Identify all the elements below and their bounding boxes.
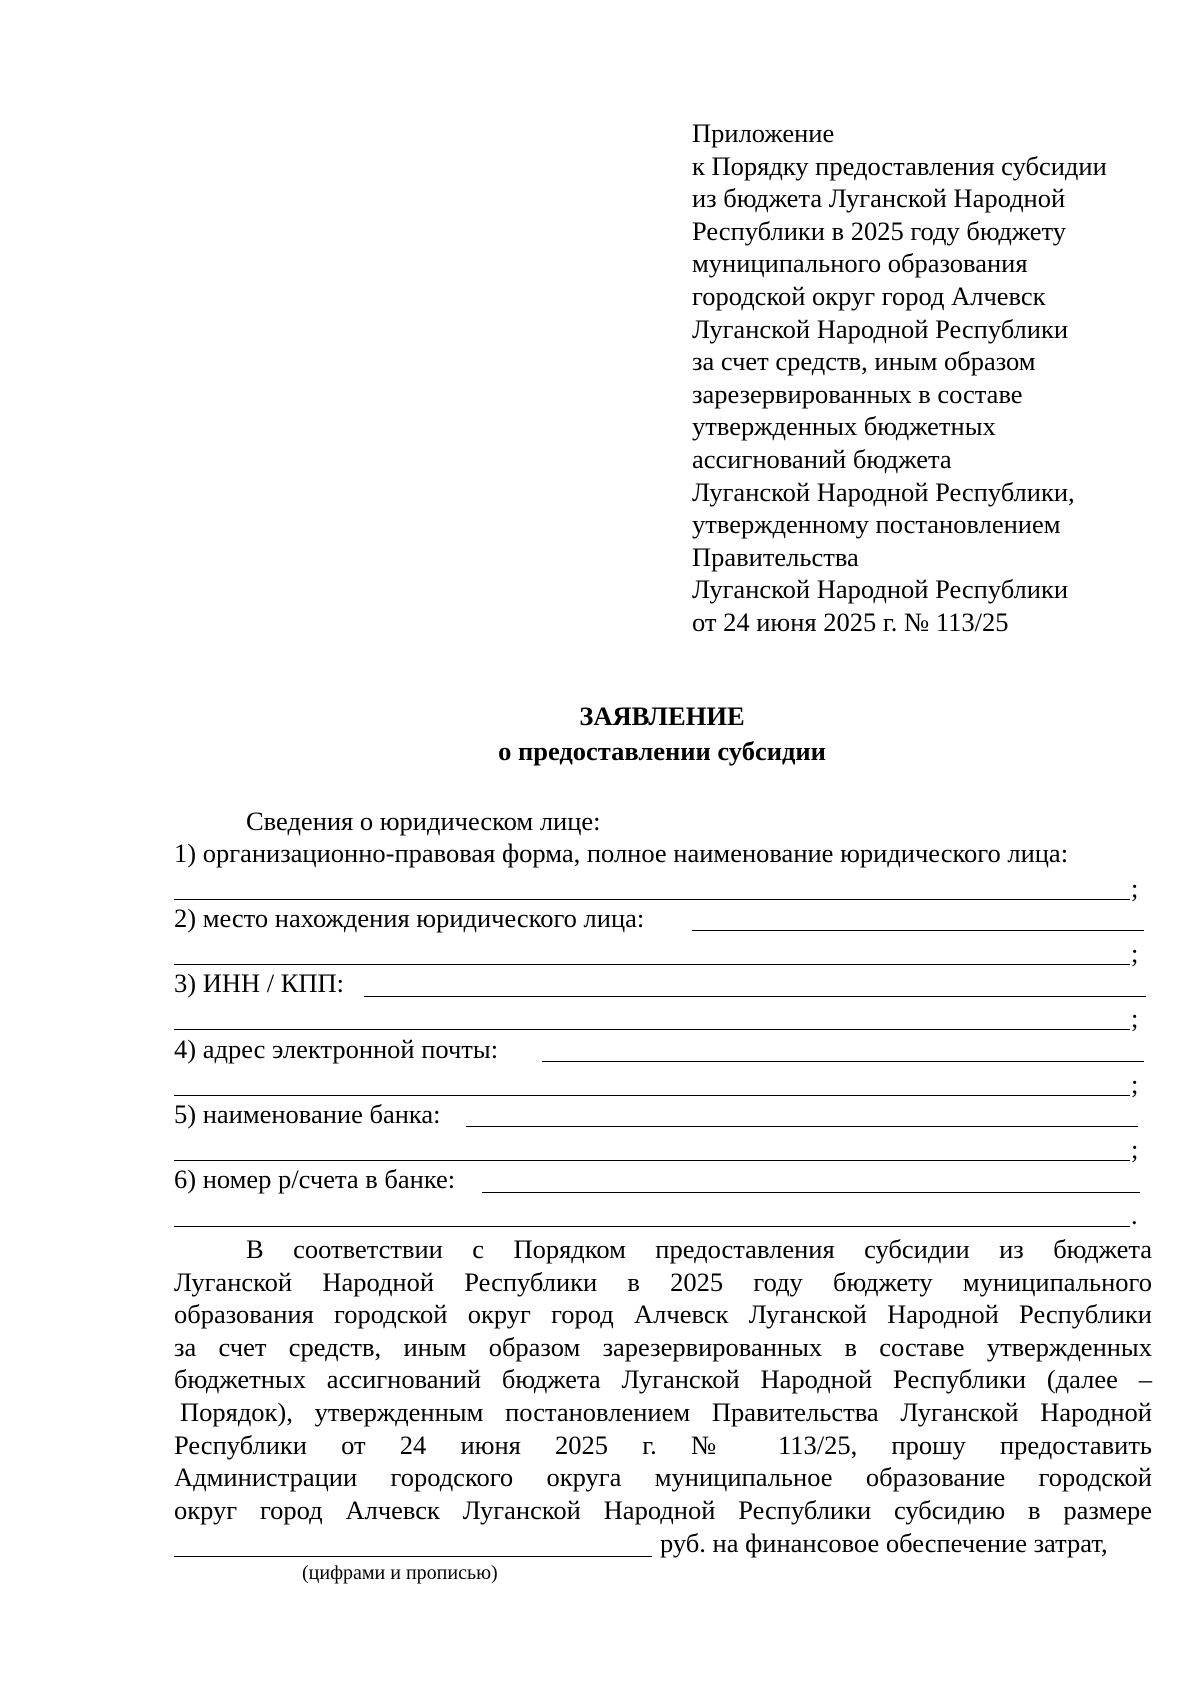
- semicolon: ;: [1131, 938, 1139, 968]
- appendix-line: зарезервированных в составе: [692, 378, 1023, 409]
- appendix-line: Луганской Народной Республики,: [692, 476, 1075, 507]
- form-item-legal-name-label: 1) организационно-правовая форма, полное наименование юридического лица:: [174, 838, 1069, 868]
- appendix-header: [692, 117, 1152, 639]
- appendix-line: Луганской Народной Республики: [692, 313, 1069, 344]
- appendix-line: Приложение: [692, 118, 835, 148]
- semicolon: ;: [1131, 1003, 1139, 1033]
- paragraph-line: В соответствии с Порядком предоставления субсидии из бюджета: [246, 1234, 1152, 1264]
- subsidy-amount-field[interactable]: [174, 1556, 652, 1557]
- form-item-account-number-label: 6) номер р/счета в банке:: [174, 1164, 456, 1194]
- form-item-inn-kpp-label: 3) ИНН / КПП:: [174, 968, 345, 998]
- paragraph-line: Порядок), утвержденным постановлением Правительства Луганской Народной: [180, 1396, 1152, 1427]
- inn-kpp-field-line1[interactable]: [364, 996, 1146, 997]
- paragraph-line: Администрации городского округа муниципальное образование городской: [174, 1462, 1152, 1493]
- semicolon: ;: [1131, 873, 1139, 903]
- appendix-line: утвержденных бюджетных: [692, 411, 996, 442]
- amount-suffix: руб. на финансовое обеспечение затрат,: [660, 1528, 1108, 1558]
- request-paragraph: [174, 1233, 1152, 1526]
- paragraph-line: Республики от 24 июня 2025 г. № 113/25, прошу предоставить: [174, 1429, 1152, 1460]
- paragraph-line: за счет средств, иным образом зарезервированных в составе утвержденных: [174, 1331, 1152, 1362]
- appendix-line: за счет средств, иным образом: [692, 346, 1036, 377]
- account-number-field-line1[interactable]: [482, 1192, 1140, 1193]
- bank-name-field-line1[interactable]: [466, 1126, 1138, 1127]
- appendix-line: ассигнований бюджета: [692, 443, 952, 474]
- location-field-line2[interactable]: [174, 964, 1130, 965]
- paragraph-line: Луганской Народной Республики в 2025 году бюджету муниципального: [174, 1266, 1152, 1297]
- appendix-line: городской округ город Алчевск: [692, 280, 1046, 311]
- location-field-line1[interactable]: [692, 930, 1144, 931]
- period: .: [1131, 1200, 1138, 1230]
- document-title: ЗАЯВЛЕНИЕ: [579, 701, 745, 731]
- paragraph-line: бюджетных ассигнований бюджета Луганской Народной Республики (далее –: [174, 1364, 1152, 1395]
- inn-kpp-field-line2[interactable]: [174, 1029, 1130, 1030]
- appendix-line: из бюджета Луганской Народной: [692, 183, 1066, 214]
- semicolon: ;: [1131, 1134, 1139, 1164]
- form-item-email-label: 4) адрес электронной почты:: [174, 1034, 499, 1064]
- document-subtitle: о предоставлении субсидии: [498, 736, 826, 766]
- appendix-line: к Порядку предоставления субсидии: [692, 150, 1107, 181]
- form-intro: Сведения о юридическом лице:: [246, 806, 601, 836]
- bank-name-field-line2[interactable]: [174, 1160, 1130, 1161]
- amount-caption: (цифрами и прописью): [302, 1562, 498, 1584]
- appendix-line: утвержденному постановлением: [692, 509, 1061, 540]
- paragraph-line: образования городской округ город Алчевск Луганской Народной Республики: [174, 1299, 1152, 1330]
- appendix-line: Республики в 2025 году бюджету: [692, 215, 1067, 246]
- appendix-line: от 24 июня 2025 г. № 113/25: [692, 606, 1009, 637]
- legal-name-field[interactable]: [174, 899, 1130, 900]
- form-item-bank-name-label: 5) наименование банка:: [174, 1099, 441, 1129]
- appendix-line: муниципального образования: [692, 248, 1028, 279]
- email-field-line2[interactable]: [174, 1095, 1130, 1096]
- appendix-line: Правительства: [692, 541, 859, 572]
- email-field-line1[interactable]: [542, 1061, 1144, 1062]
- paragraph-line: округ город Алчевск Луганской Народной Республики субсидию в размере: [174, 1494, 1152, 1525]
- appendix-line: Луганской Народной Республики: [692, 574, 1069, 605]
- form-item-location-label: 2) место нахождения юридического лица:: [174, 903, 645, 933]
- account-number-field-line2[interactable]: [174, 1226, 1130, 1227]
- semicolon: ;: [1131, 1069, 1139, 1099]
